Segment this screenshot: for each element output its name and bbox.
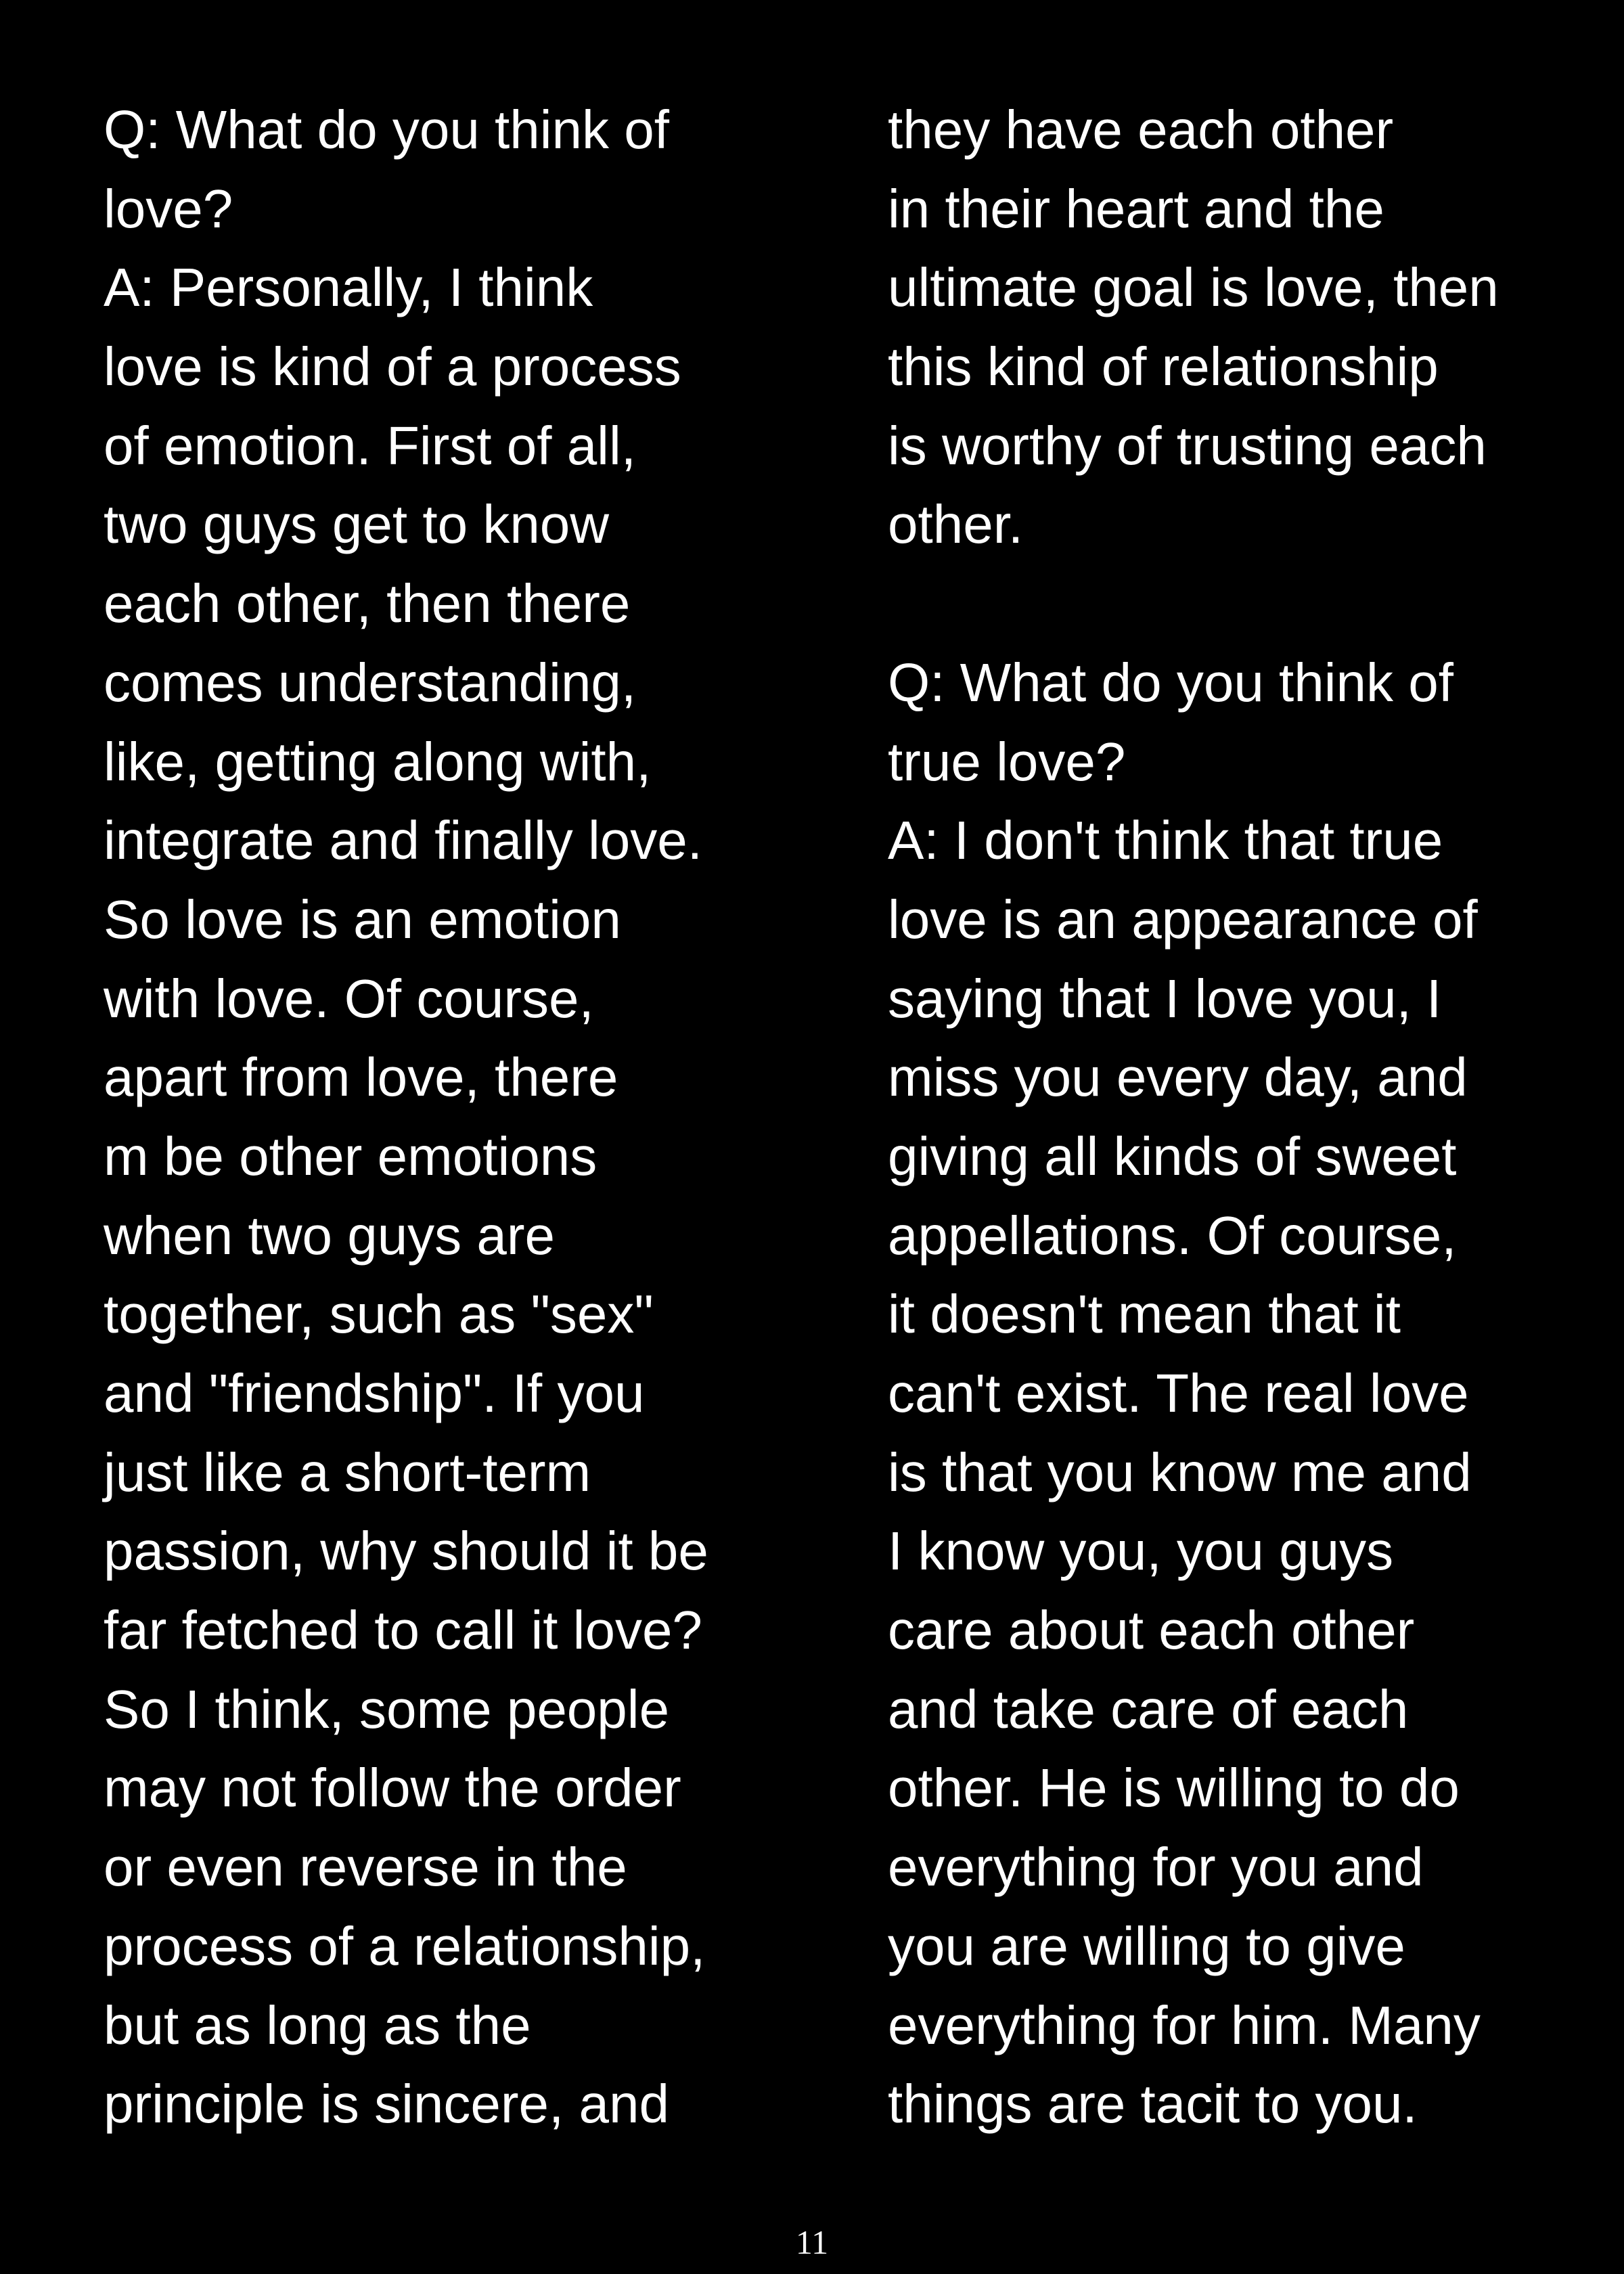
text-line: may not follow the order bbox=[104, 1758, 681, 1819]
text-line: together, such as "sex" bbox=[104, 1284, 654, 1345]
text-line: true love? bbox=[888, 731, 1126, 792]
text-line: giving all kinds of sweet bbox=[888, 1125, 1457, 1186]
text-line: but as long as the bbox=[104, 1994, 531, 2055]
text-line: comes understanding, bbox=[104, 652, 637, 713]
text-line: it doesn't mean that it bbox=[888, 1284, 1401, 1345]
text-line: in their heart and the bbox=[888, 178, 1384, 239]
left-text-column bbox=[104, 91, 708, 2144]
paragraph-gap bbox=[888, 564, 1499, 644]
text-line: Q: What do you think of bbox=[104, 99, 669, 160]
text-line: and "friendship". If you bbox=[104, 1363, 645, 1423]
right-text-column bbox=[888, 91, 1499, 2144]
text-line: process of a relationship, bbox=[104, 1915, 706, 1976]
text-line: with love. Of course, bbox=[104, 968, 594, 1029]
text-line: ultimate goal is love, then bbox=[888, 257, 1499, 318]
text-line: saying that I love you, I bbox=[888, 968, 1442, 1029]
text-line: I know you, you guys bbox=[888, 1521, 1394, 1582]
text-line: apart from love, there bbox=[104, 1047, 618, 1108]
text-line: passion, why should it be bbox=[104, 1521, 708, 1582]
text-line: is worthy of trusting each bbox=[888, 415, 1487, 476]
text-line: A: I don't think that true bbox=[888, 810, 1443, 871]
text-line: just like a short-term bbox=[104, 1442, 591, 1502]
page-number: 11 bbox=[795, 2223, 829, 2261]
text-line: two guys get to know bbox=[104, 494, 610, 555]
text-line: So I think, some people bbox=[104, 1678, 670, 1739]
text-line: everything for him. Many bbox=[888, 1994, 1481, 2055]
text-line: like, getting along with, bbox=[104, 731, 652, 792]
text-line: love is kind of a process bbox=[104, 336, 681, 397]
text-line: is that you know me and bbox=[888, 1442, 1472, 1502]
text-line: they have each other bbox=[888, 99, 1394, 160]
text-line: principle is sincere, and bbox=[104, 2074, 669, 2135]
text-line: can't exist. The real love bbox=[888, 1363, 1469, 1423]
text-line: care about each other bbox=[888, 1600, 1415, 1661]
text-line: you are willing to give bbox=[888, 1915, 1405, 1976]
text-line: other. bbox=[888, 494, 1024, 555]
text-line: love is an appearance of bbox=[888, 889, 1478, 950]
text-line: love? bbox=[104, 178, 233, 239]
text-line: far fetched to call it love? bbox=[104, 1600, 702, 1661]
text-line: miss you every day, and bbox=[888, 1047, 1468, 1108]
text-line: m be other emotions bbox=[104, 1125, 597, 1186]
text-line: each other, then there bbox=[104, 573, 631, 634]
text-line: things are tacit to you. bbox=[888, 2074, 1418, 2135]
text-line: when two guys are bbox=[104, 1205, 556, 1266]
text-line: everything for you and bbox=[888, 1837, 1424, 1898]
text-line: A: Personally, I think bbox=[104, 257, 593, 318]
text-line: of emotion. First of all, bbox=[104, 415, 636, 476]
text-line: this kind of relationship bbox=[888, 336, 1439, 397]
text-line: integrate and finally love. bbox=[104, 810, 702, 871]
text-line: other. He is willing to do bbox=[888, 1758, 1460, 1819]
text-line: So love is an emotion bbox=[104, 889, 621, 950]
text-line: and take care of each bbox=[888, 1678, 1409, 1739]
text-line: or even reverse in the bbox=[104, 1837, 627, 1898]
text-line: appellations. Of course, bbox=[888, 1205, 1457, 1266]
text-line: Q: What do you think of bbox=[888, 652, 1453, 713]
